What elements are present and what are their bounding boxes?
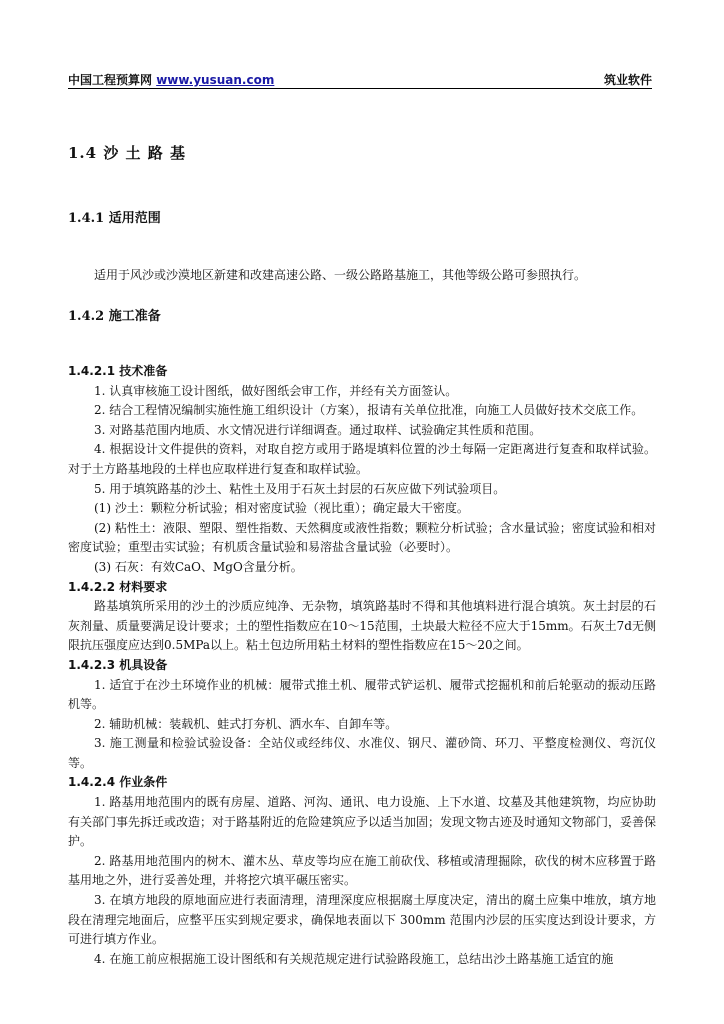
header-right: 筑业软件 [603,73,652,87]
paragraph: (2) 粘性土：液限、塑限、塑性指数、天然稠度或液性指数；颗粒分析试验；含水量试验；密度试验和相对密度试验；重型击实试验；有机质含量试验和易溶盐含量试验（必要时）。 [68,520,656,555]
paragraph: 1. 适宜于在沙土环境作业的机械：履带式推土机、履带式铲运机、履带式挖掘机和前后轮驱动的振动压路机等。 [68,677,656,712]
heading-1-4-2: 1.4.2 施工准备 [68,309,161,324]
paragraph: 3. 施工测量和检验试验设备：全站仪或经纬仪、水准仪、钢尺、灌砂筒、环刀、平整度检测仪、弯沉仪等。 [68,736,656,770]
paragraph: 路基填筑所采用的沙土的沙质应纯净、无杂物，填筑路基时不得和其他填料进行混合填筑。灰土封层的石灰剂量、质量要满足设计要求；土的塑性指数应在10～15范围，土块最大粒径不应大于15mm。石灰土7d无侧限抗压强度应达到0.5MPa以上。粘土包边所用粘土材料的塑性指数应在15～20之间。 [68,599,656,653]
subsection-heading: 1.4.2.2 材料要求 [68,579,168,594]
heading-1-4-1: 1.4.1 适用范围 [68,211,161,226]
paragraph: (3) 石灰：有效CaO、MgO含量分析。 [94,559,303,574]
body-content [68,362,656,969]
subsection-heading: 1.4.2.3 机具设备 [68,657,168,672]
site-link[interactable]: www.yusuan.com [156,73,275,87]
subsection-heading: 1.4.2.1 技术准备 [68,364,168,378]
scope-paragraph: 适用于风沙或沙漠地区新建和改建高速公路、一级公路路基施工，其他等级公路可参照执行。 [94,268,587,282]
paragraph: 4. 根据设计文件提供的资料，对取自挖方或用于路堤填料位置的沙土每隔一定距离进行复查和取样试验。对于土方路基地段的土样也应取样进行复查和取样试验。 [68,442,656,476]
paragraph: 4. 在施工前应根据施工设计图纸和有关规范规定进行试验路段施工，总结出沙土路基施工适宜的施 [94,951,614,966]
subsection-heading: 1.4.2.4 作业条件 [68,775,168,790]
site-name: 中国工程预算网 [68,73,157,87]
page-header [68,70,652,89]
paragraph: 3. 在填方地段的原地面应进行表面清理，清理深度应根据腐土厚度决定，清出的腐土应集中堆放，填方地段在清理完地面后，应整平压实到规定要求，确保地表面以下 300mm 范围内沙层的压实度达到设计要求，方可进行填方作业。 [68,893,656,947]
paragraph: 1. 路基用地范围内的既有房屋、道路、河沟、通讯、电力设施、上下水道、坟墓及其他建筑物，均应协助有关部门事先拆迁或改造；对于路基附近的危险建筑应予以适当加固；发现文物古迹及时通知文物部门，妥善保护。 [68,795,657,849]
paragraph: 2. 路基用地范围内的树木、灌木丛、草皮等均应在施工前砍伐、移植或清理掘除，砍伐的树木应移置于路基用地之外，进行妥善处理，并将挖穴填平碾压密实。 [68,853,656,888]
paragraph: (1) 沙土：颗粒分析试验；相对密度试验（视比重）；确定最大干密度。 [94,501,469,516]
header-left [68,71,274,88]
section-title: 1.4 沙 土 路 基 [68,144,186,162]
paragraph: 3. 对路基范围内地质、水文情况进行详细调查。通过取样、试验确定其性质和范围。 [94,422,542,437]
paragraph: 2. 结合工程情况编制实施性施工组织设计（方案），报请有关单位批准，向施工人员做好技术交底工作。 [94,403,644,418]
paragraph: 1. 认真审核施工设计图纸，做好图纸会审工作，并经有关方面签认。 [94,383,458,398]
paragraph: 2. 辅助机械：装载机、蛙式打夯机、洒水车、自卸车等。 [94,716,398,731]
paragraph: 5. 用于填筑路基的沙土、粘性土及用于石灰土封层的石灰应做下列试验项目。 [94,481,506,496]
